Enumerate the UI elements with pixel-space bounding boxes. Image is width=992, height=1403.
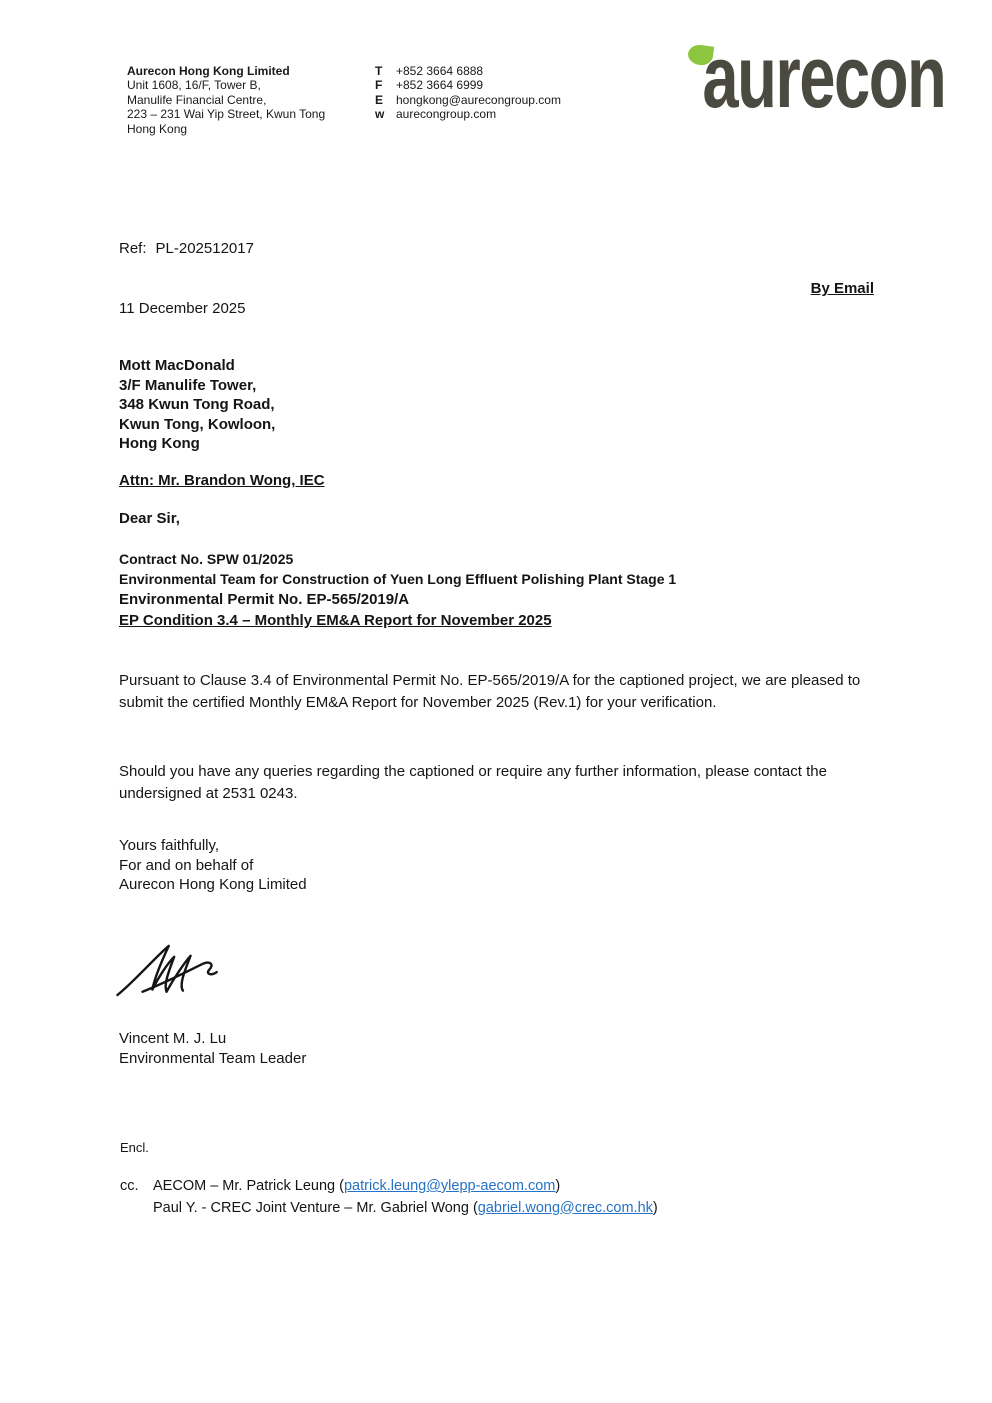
closing-line: Aurecon Hong Kong Limited	[119, 876, 307, 894]
cc-block	[120, 1176, 658, 1219]
recipient-line: Kwun Tong, Kowloon,	[119, 415, 276, 433]
attention-line: Attn: Mr. Brandon Wong, IEC	[119, 472, 325, 489]
phone-value: +852 3664 6888	[396, 64, 484, 78]
cc-entry-text: Paul Y. - CREC Joint Venture – Mr. Gabriel Wong (	[153, 1199, 478, 1216]
web-value: aurecongroup.com	[396, 107, 497, 122]
recipient-address-block	[119, 356, 275, 454]
reference-number: PL-202512017	[155, 240, 254, 257]
company-name: Aurecon Hong Kong Limited	[127, 64, 290, 78]
recipient-line: 3/F Manulife Tower,	[119, 376, 257, 394]
subject-report-title: EP Condition 3.4 – Monthly EM&A Report for November 2025	[119, 612, 552, 629]
aurecon-logo: aurecon	[702, 27, 945, 126]
recipient-line: Hong Kong	[119, 435, 200, 453]
body-paragraph-1: Pursuant to Clause 3.4 of Environmental Permit No. EP-565/2019/A for the captioned project, we are pleased to submit the certified Monthly EM&A Report for November 2025 (Rev.1) for your verification.	[119, 672, 861, 711]
contact-row-web	[375, 107, 561, 121]
signatory-title: Environmental Team Leader	[119, 1049, 307, 1067]
cc-entry-text: )	[652, 1199, 658, 1216]
subject-project-title: Environmental Team for Construction of Yuen Long Effluent Polishing Plant Stage 1	[119, 571, 677, 587]
letter-date: 11 December 2025	[119, 300, 246, 317]
letterhead-contact-block	[375, 64, 561, 122]
contact-row-fax	[375, 78, 561, 92]
cc-email-link[interactable]: gabriel.wong@crec.com.hk	[477, 1199, 653, 1216]
delivery-method: By Email	[810, 280, 874, 297]
company-address-line: Hong Kong	[127, 121, 188, 136]
cc-entries	[153, 1176, 658, 1219]
subject-permit-no: Environmental Permit No. EP-565/2019/A	[119, 591, 410, 608]
reference-label: Ref:	[119, 240, 147, 257]
company-address-line: Manulife Financial Centre,	[127, 92, 267, 107]
cc-label: cc.	[120, 1178, 139, 1194]
email-value: hongkong@aurecongroup.com	[396, 92, 561, 107]
phone-label: T	[375, 64, 383, 78]
letterhead-company-block	[127, 64, 325, 136]
subject-contract-no: Contract No. SPW 01/2025	[119, 551, 294, 567]
company-address-line: Unit 1608, 16/F, Tower B,	[127, 78, 261, 93]
subject-block	[119, 549, 676, 631]
reference-line	[119, 240, 254, 257]
signatory-block	[119, 1029, 306, 1068]
closing-line: Yours faithfully,	[119, 837, 220, 854]
enclosure-note: Encl.	[120, 1140, 149, 1155]
email-label: E	[375, 92, 384, 107]
closing-line: For and on behalf of	[119, 856, 254, 874]
cc-entry	[153, 1176, 658, 1198]
fax-value: +852 3664 6999	[396, 78, 484, 93]
closing-block	[119, 836, 307, 895]
web-label: w	[375, 107, 385, 122]
recipient-line: 348 Kwun Tong Road,	[119, 396, 275, 414]
cc-entry-text: AECOM – Mr. Patrick Leung (	[153, 1178, 344, 1194]
signatory-name: Vincent M. J. Lu	[119, 1030, 227, 1047]
fax-label: F	[375, 78, 383, 93]
cc-entry-text: )	[555, 1178, 561, 1194]
body-paragraph-2: Should you have any queries regarding the captioned or require any further information, please contact the undersigned at 2531 0243.	[119, 763, 827, 802]
contact-row-email	[375, 93, 561, 107]
cc-entry	[153, 1198, 658, 1220]
contact-row-phone	[375, 64, 561, 78]
salutation: Dear Sir,	[119, 510, 180, 527]
recipient-line: Mott MacDonald	[119, 357, 235, 374]
company-address-line: 223 – 231 Wai Yip Street, Kwun Tong	[127, 107, 326, 122]
signature-image	[112, 938, 232, 1009]
cc-email-link[interactable]: patrick.leung@ylepp-aecom.com	[343, 1178, 556, 1194]
